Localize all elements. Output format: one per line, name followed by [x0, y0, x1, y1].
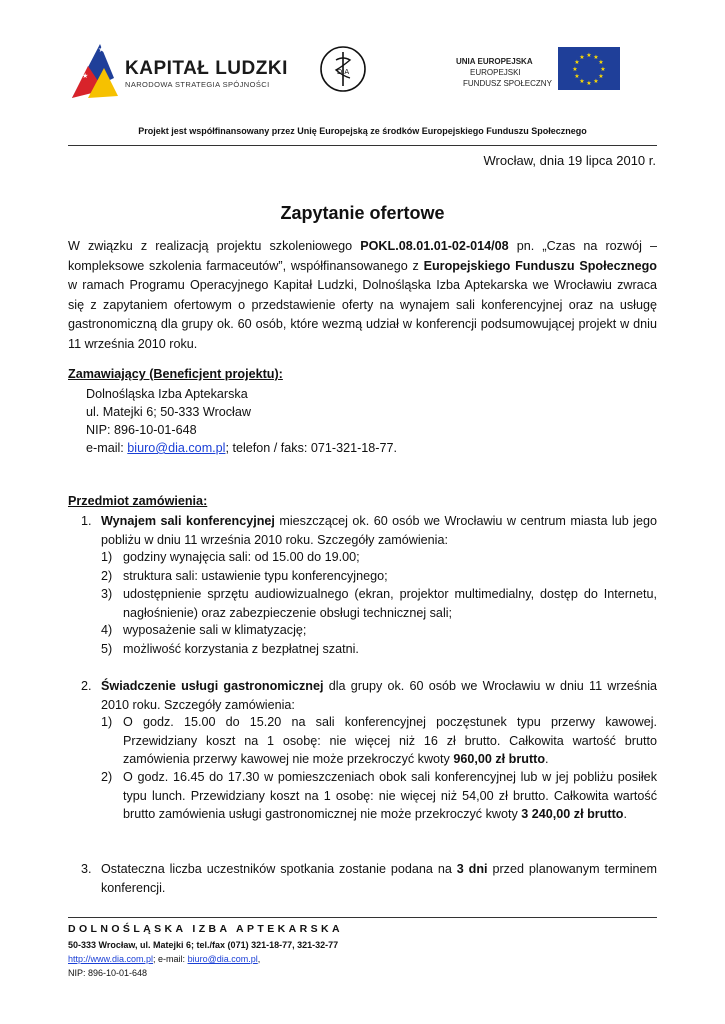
- item-2-sub-1-text: O godz. 15.00 do 15.20 na sali konferencyjnej poczęstunek typu przerwy kawowej. Przewidziany koszt na 1 osobę: nie więcej niż 16 zł brutto. Całkowita wartość brutto zamówienia przerwy kawowej nie może przekroczyć kwoty 960,00 zł brutto.: [123, 715, 657, 766]
- subject-heading: Przedmiot zamówienia:: [68, 494, 208, 508]
- item-1-sub-4-number: 4): [101, 623, 113, 637]
- item-3-number: 3.: [81, 862, 92, 876]
- eu-flag-icon: [558, 47, 620, 90]
- svg-text:★: ★: [598, 59, 604, 66]
- footer-email-link[interactable]: biuro@dia.com.pl: [187, 954, 258, 964]
- item-1-sub-4-text: wyposażenie sali w klimatyzację;: [123, 623, 307, 637]
- item-2-text: Świadczenie usługi gastronomicznej dla grupy ok. 60 osób we Wrocławiu w dniu 11 września 2010 roku. Szczegóły zamówienia:: [101, 679, 657, 712]
- svg-text:★: ★: [98, 45, 106, 54]
- item-1-sub-2-number: 2): [101, 569, 113, 583]
- intro-paragraph: W związku z realizacją projektu szkoleniowego POKL.08.01.01-02-014/08 pn. „Czas na rozwój – kompleksowe szkolenia farmaceutów”, współfinansowanego z Europejskiego Funduszu Społecznego w ramach Programu Operacyjnego Kapitał Ludzki, Dolnośląska Izba Aptekarska we Wrocławiu zwraca się z zapytaniem ofertowym o przedstawienie oferty na wynajem sali konferencyjnej oraz na usługę gastronomiczną dla grupy ok. 60 osób, które wezmą udział w konferencji podsumowującej projekt w dniu 11 września 2010 roku.: [68, 239, 657, 351]
- dia-emblem: [318, 44, 368, 94]
- footer-divider: [68, 917, 657, 918]
- header-divider: [68, 145, 657, 146]
- item-1-sub-2-text: struktura sali: ustawienie typu konferencyjnego;: [123, 569, 388, 583]
- item-1-number: 1.: [81, 514, 92, 528]
- svg-text:★: ★: [82, 72, 89, 80]
- item-2-sub-1-number: 1): [101, 715, 113, 729]
- svg-text:★: ★: [593, 54, 599, 61]
- footer-web-link[interactable]: http://www.dia.com.pl: [68, 954, 154, 964]
- eu-line-1: UNIA EUROPEJSKA: [456, 57, 533, 66]
- svg-text:★: ★: [600, 66, 606, 73]
- ordering-address: ul. Matejki 6; 50-333 Wrocław: [86, 405, 251, 419]
- eu-line-2: EUROPEJSKI: [470, 68, 521, 77]
- item-1-sub-5-number: 5): [101, 642, 113, 656]
- dia-logo-text: DIA: [336, 68, 350, 76]
- footer-organization: DOLNOŚLĄSKA IZBA APTEKARSKA: [68, 923, 343, 935]
- ordering-contact: e-mail: biuro@dia.com.pl; telefon / faks: 071-321-18-77.: [86, 441, 398, 455]
- item-1-sub-3-text: udostępnienie sprzętu audiowizualnego (ekran, projektor multimedialny, dostęp do Internetu, nagłośnienie) oraz zabezpieczenie obsługi technicznej sali;: [123, 587, 657, 620]
- svg-text:★: ★: [586, 80, 592, 87]
- ordering-nip: NIP: 896-10-01-648: [86, 423, 197, 437]
- svg-text:★: ★: [579, 78, 585, 85]
- item-3-text: Ostateczna liczba uczestników spotkania zostanie podana na 3 dni przed planowanym terminem konferencji.: [101, 862, 657, 895]
- item-2-sub-2-text: O godz. 16.45 do 17.30 w pomieszczeniach obok sali konferencyjnej lub w jej pobliżu posiłek typu lunch. Przewidziany koszt na 1 osobę: nie więcej niż 54,00 zł brutto. Całkowita wartość brutto zamówienia usługi gastronomicznej nie może przekroczyć kwoty 3 240,00 zł brutto.: [123, 770, 657, 821]
- eu-line-3: FUNDUSZ SPOŁECZNY: [463, 79, 552, 88]
- ordering-heading: Zamawiający (Beneficjent projektu):: [68, 367, 283, 381]
- footer-address: 50-333 Wrocław, ul. Matejki 6; tel./fax (071) 321-18-77, 321-32-77: [68, 940, 339, 950]
- footer-contact: http://www.dia.com.pl; e-mail: biuro@dia.com.pl,: [68, 954, 261, 964]
- letter-title: Zapytanie ofertowe: [280, 203, 445, 223]
- kapital-ludzki-title: KAPITAŁ LUDZKI: [125, 58, 288, 79]
- svg-text:★: ★: [586, 52, 592, 59]
- item-1-sub-5-text: możliwość korzystania z bezpłatnej szatni.: [123, 642, 359, 656]
- svg-text:★: ★: [579, 54, 585, 61]
- svg-text:★: ★: [574, 73, 580, 80]
- letter-date: Wrocław, dnia 19 lipca 2010 r.: [483, 153, 656, 168]
- item-1-sub-1-text: godziny wynajęcia sali: od 15.00 do 19.00;: [123, 550, 360, 564]
- svg-text:★: ★: [574, 59, 580, 66]
- item-1-sub-3-number: 3): [101, 587, 113, 601]
- ordering-email-link[interactable]: biuro@dia.com.pl: [127, 441, 226, 455]
- item-2-number: 2.: [81, 679, 92, 693]
- svg-text:★: ★: [593, 78, 599, 85]
- item-1-sub-1-number: 1): [101, 550, 113, 564]
- item-1-text: Wynajem sali konferencyjnej mieszczącej ok. 60 osób we Wrocławiu w centrum miasta lub jego pobliżu w dniu 11 września 2010 roku. Szczegóły zamówienia:: [101, 514, 658, 547]
- item-2-sub-2-number: 2): [101, 770, 113, 784]
- ordering-name: Dolnośląska Izba Aptekarska: [86, 387, 248, 401]
- footer-nip: NIP: 896-10-01-648: [68, 968, 148, 978]
- svg-text:★: ★: [572, 66, 578, 73]
- svg-text:★: ★: [598, 73, 604, 80]
- cofinancing-note: Projekt jest współfinansowany przez Unię Europejską ze środków Europejskiego Funduszu Społecznego: [138, 126, 587, 136]
- kapital-ludzki-subtitle: NARODOWA STRATEGIA SPÓJNOŚCI: [125, 80, 270, 89]
